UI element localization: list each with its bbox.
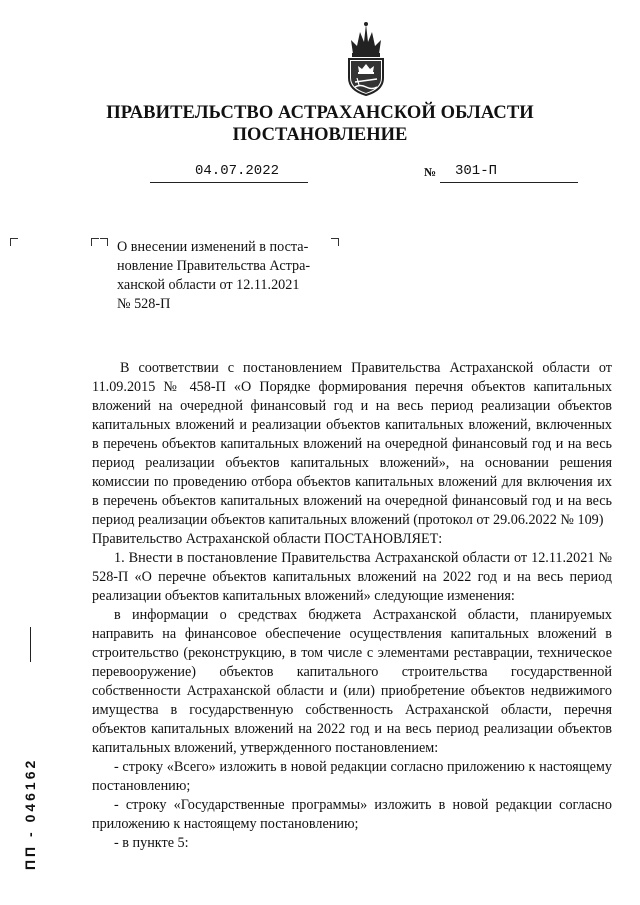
margin-vertical-line: [30, 627, 31, 662]
document-body: [92, 359, 612, 853]
form-serial-code: ПП - 046162: [22, 757, 38, 870]
document-number: 301-П: [455, 163, 498, 179]
number-underline: [440, 182, 578, 183]
number-sign: №: [424, 165, 437, 179]
subject-line: ханской области от 12.11.2021: [117, 277, 300, 293]
organization-title: ПРАВИТЕЛЬСТВО АСТРАХАНСКОЙ ОБЛАСТИ: [106, 103, 534, 123]
subject-line: новление Правительства Астра-: [117, 258, 311, 274]
subject-corner-mark-left: [91, 238, 99, 246]
item-1-info-paragraph: в информации о средствах бюджета Астраханской области, планируемых направить на финансовое обеспечение осуществления капитальных вложений в строительство (реконструкцию, в том числе с элементами реставрации, техническое перевооружение) объектов капитального строительства государственной собственности Астраханской области и (или) приобретение объектов недвижимого имущества в государственную собственность Астраханской области, перечня объектов капитальных вложений на 2022 год и на весь период реализации объектов капитальных вложений, утвержденного постановлением:: [92, 607, 612, 756]
bullet-state-programs-row: - строку «Государственные программы» изложить в новой редакции согласно приложению к настоящему постановлению;: [92, 797, 612, 832]
subject-line: О внесении изменений в поста-: [117, 239, 309, 255]
subject-line: № 528-П: [117, 296, 171, 312]
document-date: 04.07.2022: [195, 163, 280, 179]
subject-corner-mark-right: [331, 238, 339, 246]
preamble-paragraph: В соответствии с постановлением Правительства Астраханской области от 11.09.2015 № 458-П «О Порядке формирования перечня объектов капитальных вложений на очередной финансовый год и на весь период реализации объектов капитальных вложений и реализации объектов капитальных вложений, включенных в перечень объектов капитальных вложений на очередной финансовый год и на весь период реализации объектов капитальных вложений», на основании решения комиссии по проведению отбора объектов капитальных вложений для включения их в перечень объектов капитальных вложений на очередной финансовый год и на весь период реализации объектов капитальных вложений (протокол от 29.06.2022 № 109): [92, 360, 612, 528]
item-1-paragraph: 1. Внести в постановление Правительства Астраханской области от 12.11.2021 № 528-П «О перечне объектов капитальных вложений на 2022 год и на весь период реализации объектов капитальных вложений» следующие изменения:: [92, 550, 612, 604]
decree-line: Правительство Астраханской области ПОСТАНОВЛЯЕТ:: [92, 531, 443, 547]
margin-corner-mark: [10, 238, 18, 246]
document-subject: [117, 238, 332, 314]
subject-corner-mark-left-inner: [100, 238, 108, 246]
bullet-point-5: - в пункте 5:: [114, 835, 189, 851]
coat-of-arms-emblem: [343, 20, 389, 96]
bullet-total-row: - строку «Всего» изложить в новой редакции согласно приложению к настоящему постановлению;: [92, 759, 612, 794]
document-type-title: ПОСТАНОВЛЕНИЕ: [232, 125, 408, 145]
date-underline: [150, 182, 308, 183]
